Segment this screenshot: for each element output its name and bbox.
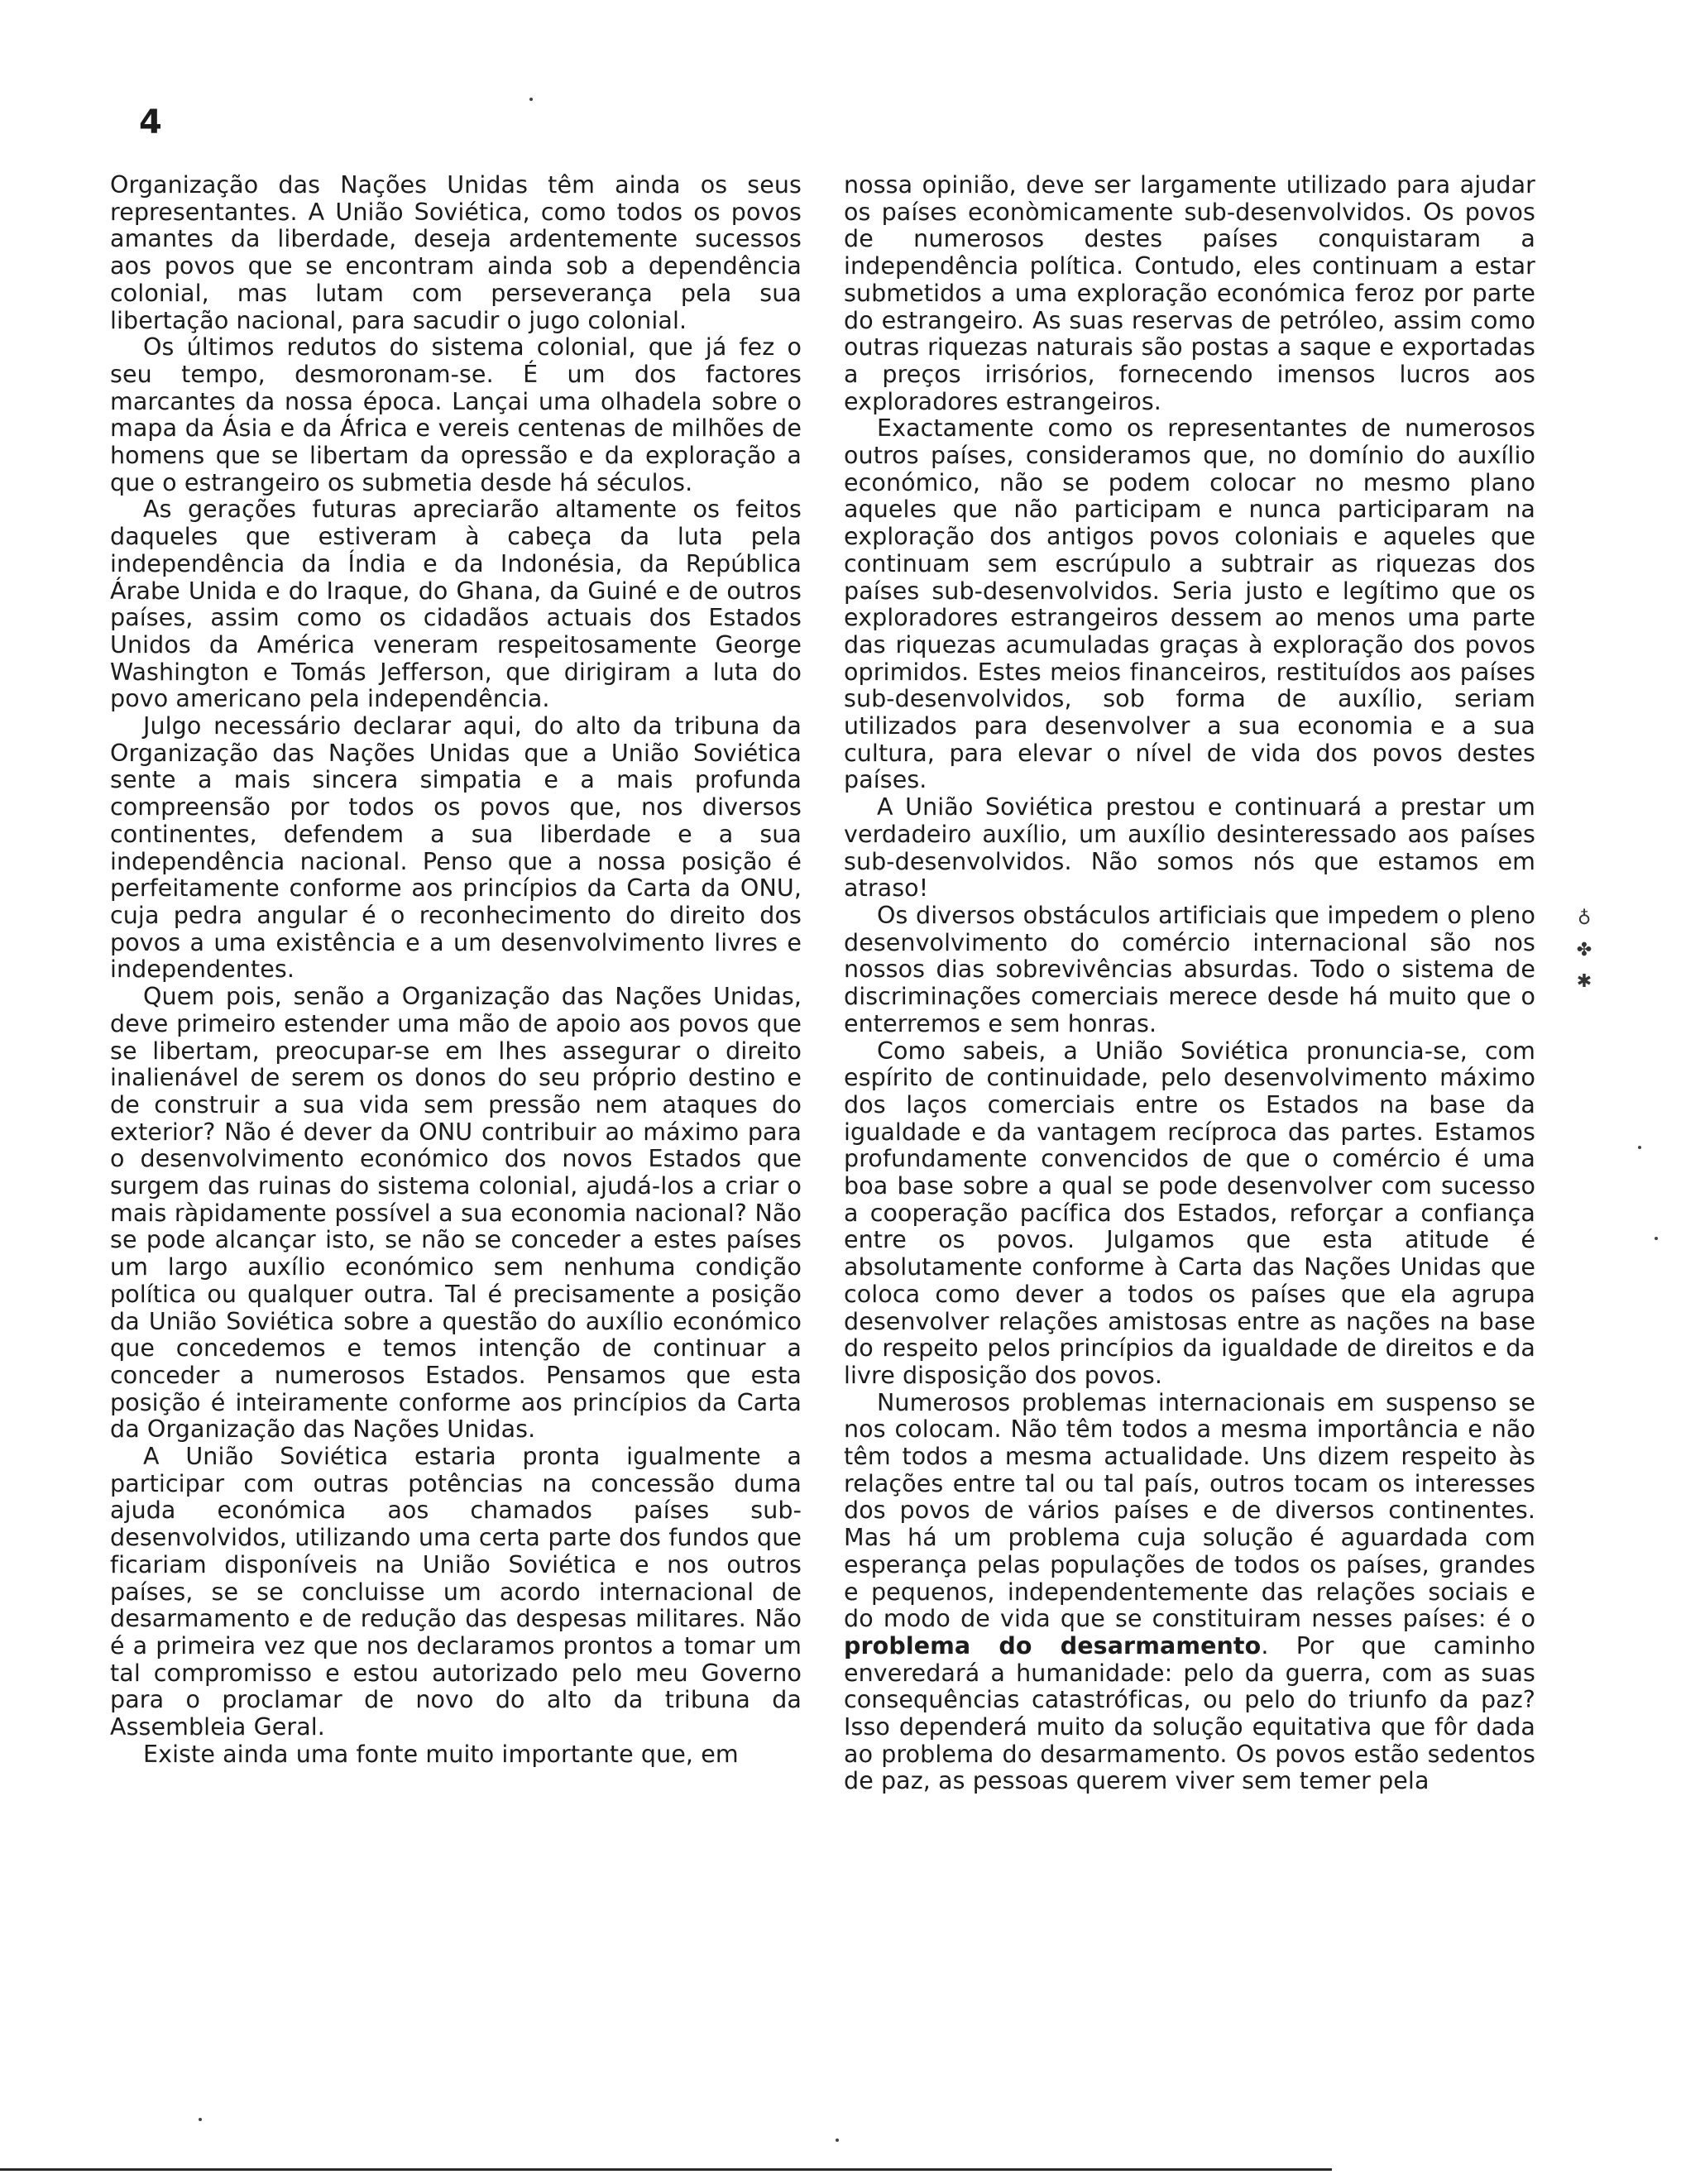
margin-mark: ✤ (1576, 940, 1592, 960)
paragraph: Existe ainda uma fonte muito importante que, em (143, 1740, 739, 1768)
margin-mark: ✱ (1576, 971, 1592, 992)
paragraph: Exactamente como os representantes de numerosos outros países, consideramos que, no domínio do auxílio económico, não se podem colocar no mesmo plano aqueles que não participam e nunca participaram na exploração dos antigos povos coloniais e aqueles que continuam sem escrúpulo a subtrair as riquezas dos países sub-desenvolvidos. Seria justo e legítimo que os exploradores estrangeiros dessem ao menos uma parte das riquezas acumuladas graças à exploração dos povos oprimidos. Estes meios financeiros, restituídos aos países sub-desenvolvidos, sob forma de auxílio, seriam utilizados para desenvolver a sua economia e a sua cultura, para elevar o nível de vida dos povos destes países. (844, 414, 1535, 794)
paragraph: nossa opinião, deve ser largamente utilizado para ajudar os países econòmicamente sub-desenvolvidos. Os povos de numerosos destes países conquistaram a independência política. Contudo, eles continuam a estar submetidos a uma exploração económica feroz por parte do estrangeiro. As suas reservas de petróleo, assim como outras riquezas naturais são postas a saque e exportadas a preços irrisórios, fornecendo imensos lucros aos exploradores estrangeiros. (844, 171, 1535, 415)
paragraph-text: . Por que caminho enveredará a humanidade: pelo da guerra, com as suas consequências catastróficas, ou pelo do triunfo da paz? Isso dependerá muito da solução equitativa que fôr dada ao problema do desarmamento. Os povos estão sedentos de paz, as pessoas querem viver sem temer pela (844, 1631, 1535, 1795)
paragraph: A União Soviética prestou e continuará a prestar um verdadeiro auxílio, um auxílio desinteressado aos países sub-desenvolvidos. Não somos nós que estamos em atraso! (844, 793, 1535, 903)
emphasis-text: problema do desarmamento (844, 1631, 1262, 1660)
paragraph-disarmament (844, 1390, 1535, 1796)
scan-speck (199, 2118, 202, 2121)
paragraph: Como sabeis, a União Soviética pronuncia-se, com espírito de continuidade, pelo desenvolvimento máximo dos laços comerciais entre os Estados na base da igualdade e da vantagem recíproca das partes. Estamos profundamente convencidos de que o comércio é uma boa base sobre a qual se pode desenvolver com sucesso a cooperação pacífica dos Estados, reforçar a confiança entre os povos. Julgamos que esta atitude é absolutamente conforme à Carta das Nações Unidas que coloca como dever a todos os países que ela agrupa desenvolver relações amistosas entre as nações na base do respeito pelos princípios da igualdade de direitos e da livre disposição dos povos. (844, 1037, 1535, 1389)
paragraph: Organização das Nações Unidas têm ainda os seus representantes. A União Soviética, como todos os povos amantes da liberdade, deseja ardentemente sucessos aos povos que se encontram ainda sob a dependência colonial, mas lutam com perseverança pela sua libertação nacional, para sacudir o jugo colonial. (110, 171, 802, 334)
paragraph: Julgo necessário declarar aqui, do alto da tribuna da Organização das Nações Unidas que a União Soviética sente a mais sincera simpatia e a mais profunda compreensão por todos os povos que, nos diversos continentes, defendem a sua liberdade e a sua independência nacional. Penso que a nossa posição é perfeitamente conforme aos princípios da Carta da ONU, cuja pedra angular é o reconhecimento do direito dos povos a uma existência e a um desenvolvimento livres e independentes. (110, 712, 802, 984)
paragraph-text: Numerosos problemas internacionais em suspenso se nos colocam. Não têm todos a mesma importância e não têm todos a mesma actualidade. Uns dizem respeito às relações entre tal ou tal país, outros tocam os interesses dos povos de vários países e de diversos continentes. Mas há um problema cuja solução é aguardada com esperança pelas populações de todos os países, grandes e pequenos, independentemente das relações sociais e do modo de vida que se constituiram nesses países: é o (844, 1388, 1535, 1633)
left-column (110, 172, 802, 1768)
right-column (844, 172, 1535, 1795)
paragraph: Os diversos obstáculos artificiais que impedem o pleno desenvolvimento do comércio internacional são nos nossos dias sobrevivências absurdas. Todo o sistema de discriminações comerciais merece desde há muito que o enterremos e sem honras. (844, 901, 1535, 1037)
margin-mark: ♁ (1577, 908, 1592, 929)
scan-speck (1638, 1146, 1641, 1149)
scan-speck (1655, 1237, 1658, 1240)
paragraph: Os últimos redutos do sistema colonial, que já fez o seu tempo, desmoronam-se. É um dos factores marcantes da nossa época. Lançai uma olhadela sobre o mapa da Ásia e da África e vereis centenas de milhões de homens que se libertam da opressão e da exploração a que o estrangeiro os submetia desde há séculos. (110, 333, 802, 496)
scan-speck (529, 98, 533, 101)
scan-speck (836, 2138, 839, 2142)
paragraph: Quem pois, senão a Organização das Nações Unidas, deve primeiro estender uma mão de apoio aos povos que se libertam, preocupar-se em lhes assegurar o direito inalienável de serem os donos do seu próprio destino e de construir a sua vida sem pressão nem ataques do exterior? Não é dever da ONU contribuir ao máximo para o desenvolvimento económico dos novos Estados que surgem das ruinas do sistema colonial, ajudá-los a criar o mais ràpidamente possível a sua economia nacional? Não se pode alcançar isto, se não se conceder a estes países um largo auxílio económico sem nenhuma condição política ou qualquer outra. Tal é precisamente a posição da União Soviética sobre a questão do auxílio económico que concedemos e temos intenção de continuar a conceder a numerosos Estados. Pensamos que esta posição é inteiramente conforme aos princípios da Carta da Organização das Nações Unidas. (110, 983, 802, 1444)
paragraph: A União Soviética estaria pronta igualmente a participar com outras potências na concessão duma ajuda económica aos chamados países sub-desenvolvidos, utilizando uma certa parte dos fundos que ficariam disponíveis na União Soviética e nos outros países, se se concluisse um acordo internacional de desarmamento e de redução das despesas militares. Não é a primeira vez que nos declaramos prontos a tomar um tal compromisso e estou autorizado pelo meu Governo para o proclamar de novo do alto da tribuna da Assembleia Geral. (110, 1443, 802, 1741)
paragraph: As gerações futuras apreciarão altamente os feitos daqueles que estiveram à cabeça da luta pela independência da Índia e da Indonésia, da República Árabe Unida e do Iraque, do Ghana, da Guiné e de outros países, assim como os cidadãos actuais dos Estados Unidos da América veneram respeitosamente George Washington e Tomás Jefferson, que dirigiram a luta do povo americano pela independência. (110, 496, 802, 713)
margin-marks (1572, 903, 1597, 998)
page-number: 4 (139, 103, 162, 141)
bottom-rule (0, 2168, 1332, 2171)
